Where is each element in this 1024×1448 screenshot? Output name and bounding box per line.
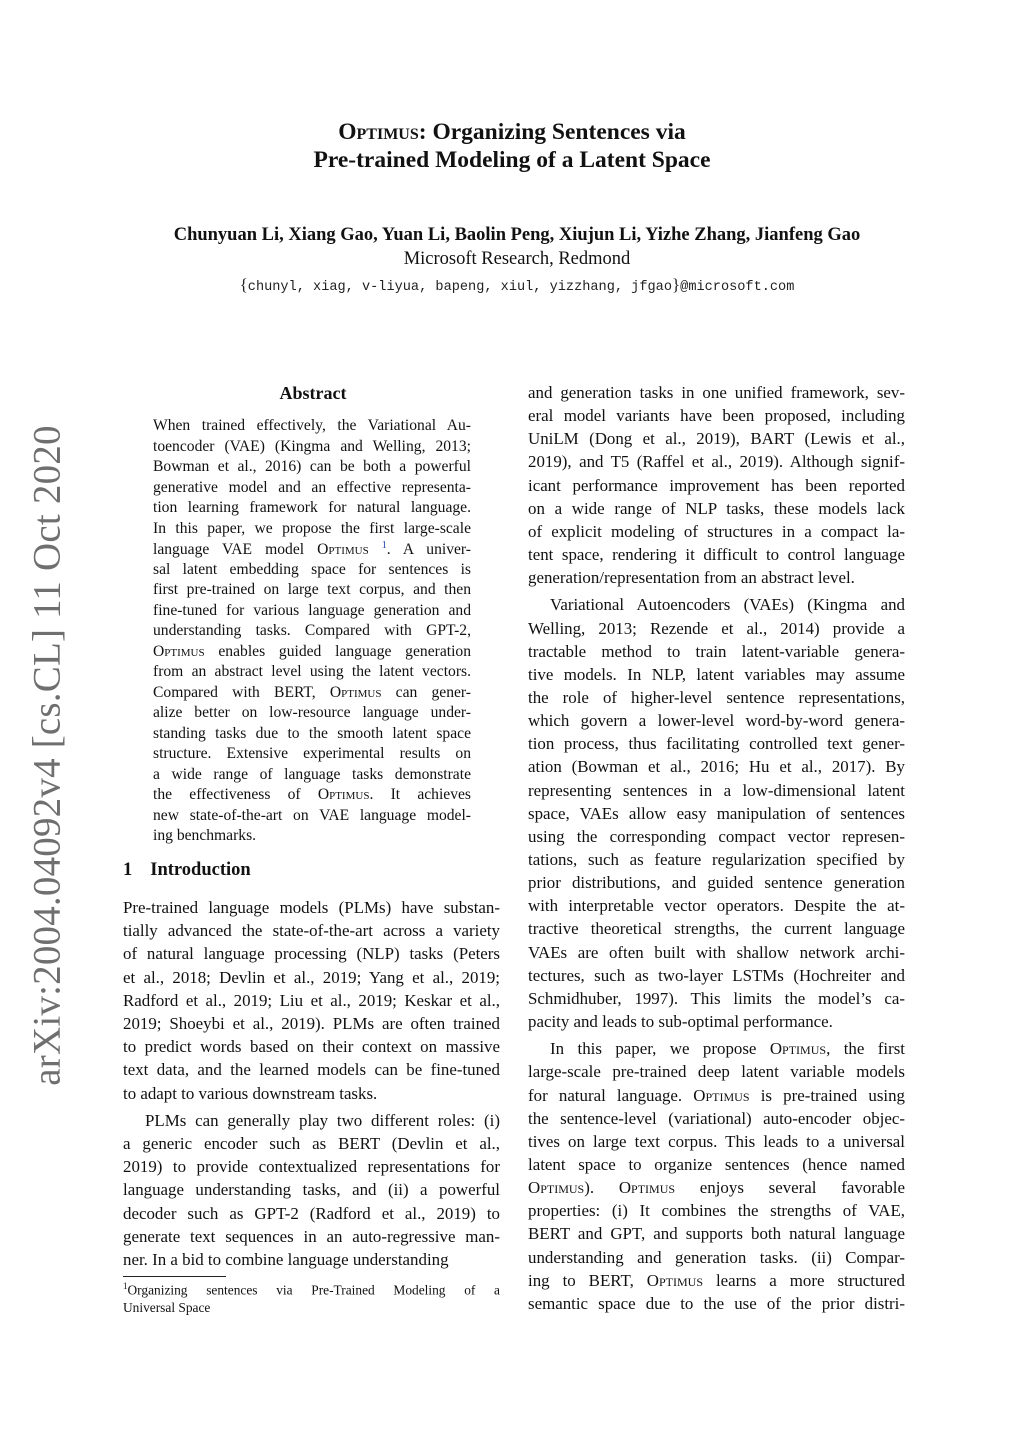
author-list: Chunyuan Li, Xiang Gao, Yuan Li, Baolin Peng, Xiujun Li, Yizhe Zhang, Jianfeng Gao: [173, 225, 861, 245]
text-line: tion process, thus facilitating controlled text gener-: [528, 734, 905, 754]
text-line: eral model variants have been proposed, including: [528, 406, 905, 426]
text-line: Compared with BERT, Optimus can gener-: [153, 683, 471, 701]
text-line: space, VAEs allow easy manipulation of sentences: [528, 803, 905, 823]
arxiv-stamp: arXiv:2004.04092v4 [cs.CL] 11 Oct 2020: [25, 424, 69, 1086]
text-line: representing sentences in a low-dimensional latent: [528, 780, 905, 800]
title-system-name: Optimus: [338, 119, 419, 145]
text-line: first pre-trained on large text corpus, and then: [153, 581, 471, 598]
text-line: 2019), and T5 (Raffel et al., 2019). Although signif-: [528, 452, 905, 472]
text-line: Variational Autoencoders (VAEs) (Kingma and: [550, 595, 905, 615]
affiliation: Microsoft Research, Redmond: [403, 249, 631, 269]
text-line: Bowman et al., 2016) can be both a powerful: [153, 458, 471, 475]
text-line: tectures, such as two-layer LSTMs (Hochreiter and: [528, 965, 905, 985]
footnote-line-2: Universal Space: [123, 1300, 211, 1315]
text-line: 2019) to provide contextualized representations for: [123, 1157, 500, 1177]
text-line: latent space to organize sentences (hence named: [528, 1154, 905, 1174]
section-heading-introduction: 1 Introduction: [123, 860, 251, 880]
text-line: language VAE model Optimus $^1$. A univer-: [153, 540, 472, 559]
paper-title: Optimus: Organizing Sentences via Pre-trained Modeling of a Latent Space: [313, 119, 711, 173]
text-line: ner. In a bid to combine language understanding: [123, 1250, 449, 1269]
text-line: the role of higher-level sentence representations,: [528, 687, 905, 707]
text-line: tent space, rendering it difficult to control language: [528, 545, 905, 565]
text-line: Schmidhuber, 1997). This limits the model’s ca-: [528, 988, 905, 1008]
text-line: 2019; Shoeybi et al., 2019). PLMs are often trained: [123, 1014, 500, 1033]
text-line: Optimus). Optimus enjoys several favorable: [528, 1178, 905, 1198]
text-line: tion learning framework for natural language.: [153, 499, 471, 516]
text-line: with interpretable vector operators. Despite the at-: [528, 896, 905, 916]
text-line: new state-of-the-art on VAE language model-: [153, 806, 471, 824]
text-line: Optimus enables guided language generation: [153, 642, 471, 660]
text-line: the effectiveness of Optimus. It achieves: [153, 786, 471, 803]
text-line: VAEs are often built with shallow network archi-: [528, 942, 905, 962]
text-line: tially advanced the state-of-the-art across a variety: [123, 921, 500, 941]
text-line: prior distributions, and guided sentence generation: [528, 873, 905, 893]
text-line: In this paper, we propose Optimus, the first: [550, 1039, 905, 1059]
text-line: using the corresponding compact vector represen-: [528, 826, 905, 846]
text-line: When trained effectively, the Variational Au-: [153, 417, 471, 434]
text-line: Pre-trained language models (PLMs) have substan-: [123, 898, 500, 917]
author-emails: {chunyl, xiag, v-liyua, bapeng, xiul, yizzhang, jfgao}@microsoft.com: [239, 275, 795, 295]
text-line: standing tasks due to the smooth latent space: [153, 724, 471, 742]
text-line: large-scale pre-trained deep latent variable models: [528, 1062, 905, 1082]
text-line: structure. Extensive experimental results on: [153, 745, 471, 762]
text-line: a wide range of language tasks demonstrate: [153, 765, 471, 783]
text-line: PLMs can generally play two different roles: (i): [145, 1110, 500, 1130]
text-line: tractive theoretical strengths, the current language: [528, 919, 905, 939]
text-line: sal latent embedding space for sentences is: [153, 560, 471, 578]
text-line: tive models. In NLP, latent variables may assume: [528, 664, 905, 684]
footnote-rule: [123, 1276, 226, 1277]
text-line: semantic space due to the use of the prior distri-: [528, 1293, 905, 1313]
text-line: BERT and GPT, and supports both natural language: [528, 1224, 905, 1244]
text-line: In this paper, we propose the first large-scale: [153, 519, 471, 537]
text-line: fine-tuned for various language generation and: [153, 601, 471, 619]
text-line: ing to BERT, Optimus learns a more structured: [528, 1270, 905, 1290]
text-line: text data, and the learned models can be fine-tuned: [123, 1060, 500, 1080]
text-line: properties: (i) It combines the strengths of VAE,: [528, 1201, 905, 1221]
text-line: alize better on low-resource language under-: [153, 704, 471, 721]
text-line: pacity and leads to sub-optimal performance.: [528, 1012, 833, 1032]
text-line: which govern a lower-level word-by-word genera-: [528, 711, 905, 731]
text-line: a generic encoder such as BERT (Devlin et al.,: [123, 1134, 500, 1153]
text-line: and generation tasks in one unified framework, sev-: [528, 383, 905, 402]
text-line: understanding and generation tasks. (ii) Compar-: [528, 1247, 905, 1267]
text-line: on a wide range of NLP tasks, these models lack: [528, 498, 905, 518]
text-line: language understanding tasks, and (ii) a powerful: [123, 1180, 500, 1200]
text-line: decoder such as GPT-2 (Radford et al., 2019) to: [123, 1203, 500, 1223]
text-line: ation (Bowman et al., 2016; Hu et al., 2017). By: [528, 757, 905, 777]
text-line: of explicit modeling of structures in a compact la-: [528, 521, 905, 541]
text-line: from an abstract level using the latent vectors.: [153, 663, 471, 680]
text-line: et al., 2018; Devlin et al., 2019; Yang et al., 2019;: [123, 967, 500, 987]
text-line: for natural language. Optimus is pre-trained using: [528, 1085, 905, 1105]
text-line: Radford et al., 2019; Liu et al., 2019; Keskar et al.,: [123, 990, 500, 1010]
text-line: generate text sequences in an auto-regressive man-: [123, 1226, 500, 1246]
text-line: Welling, 2013; Rezende et al., 2014) provide a: [528, 618, 905, 638]
text-line: icant performance improvement has been reported: [528, 475, 905, 495]
text-line: tractable method to train latent-variable genera-: [528, 641, 905, 661]
text-line: tations, such as feature regularization specified by: [528, 850, 905, 869]
text-line: generative model and an effective representa-: [153, 478, 471, 496]
text-line: understanding tasks. Compared with GPT-2,: [153, 622, 471, 639]
text-line: the sentence-level (variational) auto-encoder objec-: [528, 1108, 905, 1128]
footnote: $^1$Organizing sentences via Pre-Trained Modeling of a: [123, 1281, 500, 1298]
text-line: to predict words based on their context on massive: [123, 1037, 500, 1057]
text-line: to adapt to various downstream tasks.: [123, 1083, 378, 1103]
text-line: generation/representation from an abstract level.: [528, 568, 855, 588]
text-line: toencoder (VAE) (Kingma and Welling, 2013;: [153, 437, 471, 455]
text-line: tives on large text corpus. This leads to a universal: [528, 1131, 905, 1151]
text-line: ing benchmarks.: [153, 827, 257, 844]
text-line: UniLM (Dong et al., 2019), BART (Lewis et al.,: [528, 429, 905, 449]
text-line: of natural language processing (NLP) tasks (Peters: [123, 944, 500, 964]
abstract-heading: Abstract: [279, 383, 347, 403]
